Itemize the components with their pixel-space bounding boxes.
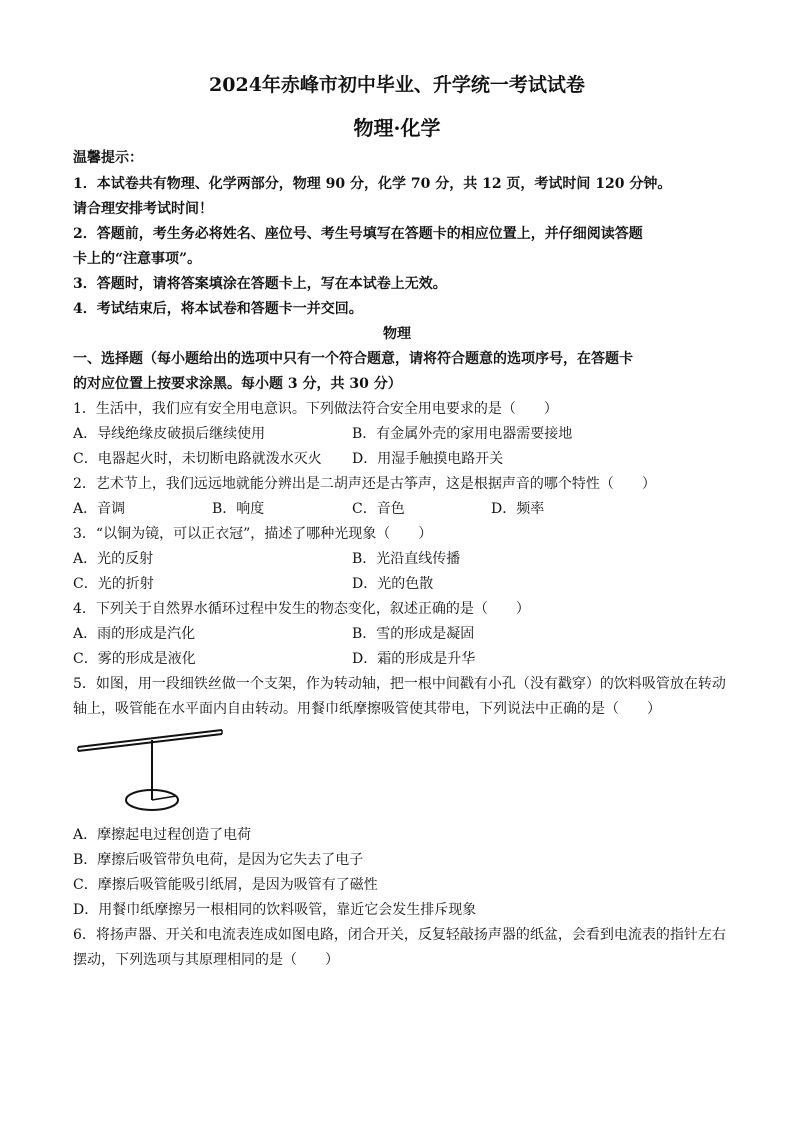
question-6-stem: 6．将扬声器、开关和电流表连成如图电路，闭合开关，反复轻敲扬声器的纸盆，会看到电流表的指针左右: [73, 927, 726, 943]
notice-item: 请合理安排考试时间！: [73, 201, 213, 217]
question-1-option-a: A．导线绝缘皮破损后继续使用: [73, 426, 266, 442]
notice-heading: 温馨提示：: [73, 150, 143, 166]
question-2-option-b: B．响度: [212, 501, 265, 517]
question-4-stem: 4．下列关于自然界水循环过程中发生的物态变化，叙述正确的是（ ）: [73, 601, 530, 617]
question-2-option-c: C．音色: [352, 501, 405, 517]
question-1-option-c: C．电器起火时，未切断电路就泼水灭火: [73, 451, 322, 467]
question-3-option-c: C．光的折射: [73, 576, 154, 592]
exam-subtitle: 物理·化学: [353, 116, 441, 140]
notice-item: 3．答题时，请将答案填涂在答题卡上，写在本试卷上无效。: [73, 276, 447, 292]
question-1-stem: 1．生活中，我们应有安全用电意识。下列做法符合安全用电要求的是（ ）: [73, 401, 558, 417]
question-2-option-a: A．音调: [73, 501, 126, 517]
drinking-straw: [78, 730, 222, 751]
notice-item: 4．考试结束后，将本试卷和答题卡一并交回。: [73, 301, 363, 317]
question-5-option-d: D．用餐巾纸摩擦另一根相同的饮料吸管，靠近它会发生排斥现象: [73, 902, 477, 918]
question-5-option-a: A．摩擦起电过程创造了电荷: [73, 827, 252, 843]
notice-item: 2．答题前，考生务必将姓名、座位号、考生号填写在答题卡的相应位置上，并仔细阅读答题: [73, 226, 643, 242]
question-3-option-b: B．光沿直线传播: [352, 551, 461, 567]
question-1-option-b: B．有金属外壳的家用电器需要接地: [352, 426, 573, 442]
exam-title: 2024年赤峰市初中毕业、升学统一考试试卷: [209, 74, 585, 96]
question-4-option-d: D．霜的形成是升华: [352, 651, 476, 667]
question-2-option-d: D．频率: [491, 501, 545, 517]
question-3-stem: 3．“以铜为镜，可以正衣冠”，描述了哪种光现象（ ）: [73, 526, 433, 542]
question-2-stem: 2．艺术节上，我们远远地就能分辨出是二胡声还是古筝声，这是根据声音的哪个特性（ ）: [73, 476, 656, 492]
notice-item: 1．本试卷共有物理、化学两部分，物理 90 分，化学 70 分，共 12 页，考试时间 120 分钟。: [73, 176, 672, 192]
question-5-option-b: B．摩擦后吸管带负电荷，是因为它失去了电子: [73, 852, 364, 868]
question-4-option-b: B．雪的形成是凝固: [352, 626, 475, 642]
question-5-stem: 轴上，吸管能在水平面内自由转动。用餐巾纸摩擦吸管使其带电，下列说法中正确的是（ ）: [73, 701, 661, 717]
straw-on-wire-stand-figure: [70, 722, 235, 817]
question-5-stem: 5．如图，用一段细铁丝做一个支架，作为转动轴，把一根中间戳有小孔（没有戳穿）的饮料吸管放在转动: [73, 676, 726, 692]
question-5-option-c: C．摩擦后吸管能吸引纸屑，是因为吸管有了磁性: [73, 877, 378, 893]
question-6-stem: 摆动，下列选项与其原理相同的是（ ）: [73, 952, 339, 968]
notice-item: 卡上的“注意事项”。: [73, 251, 202, 267]
question-3-option-a: A．光的反射: [73, 551, 154, 567]
question-1-option-d: D．用湿手触摸电路开关: [352, 451, 504, 467]
section-instruction: 一、选择题（每小题给出的选项中只有一个符合题意，请将符合题意的选项序号，在答题卡: [73, 351, 633, 367]
section-instruction: 的对应位置上按要求涂黑。每小题 3 分，共 30 分）: [73, 376, 402, 392]
subject-heading: 物理: [383, 326, 411, 342]
question-4-option-a: A．雨的形成是汽化: [73, 626, 196, 642]
wire-stand: [126, 740, 178, 810]
question-3-option-d: D．光的色散: [352, 576, 434, 592]
question-4-option-c: C．雾的形成是液化: [73, 651, 196, 667]
